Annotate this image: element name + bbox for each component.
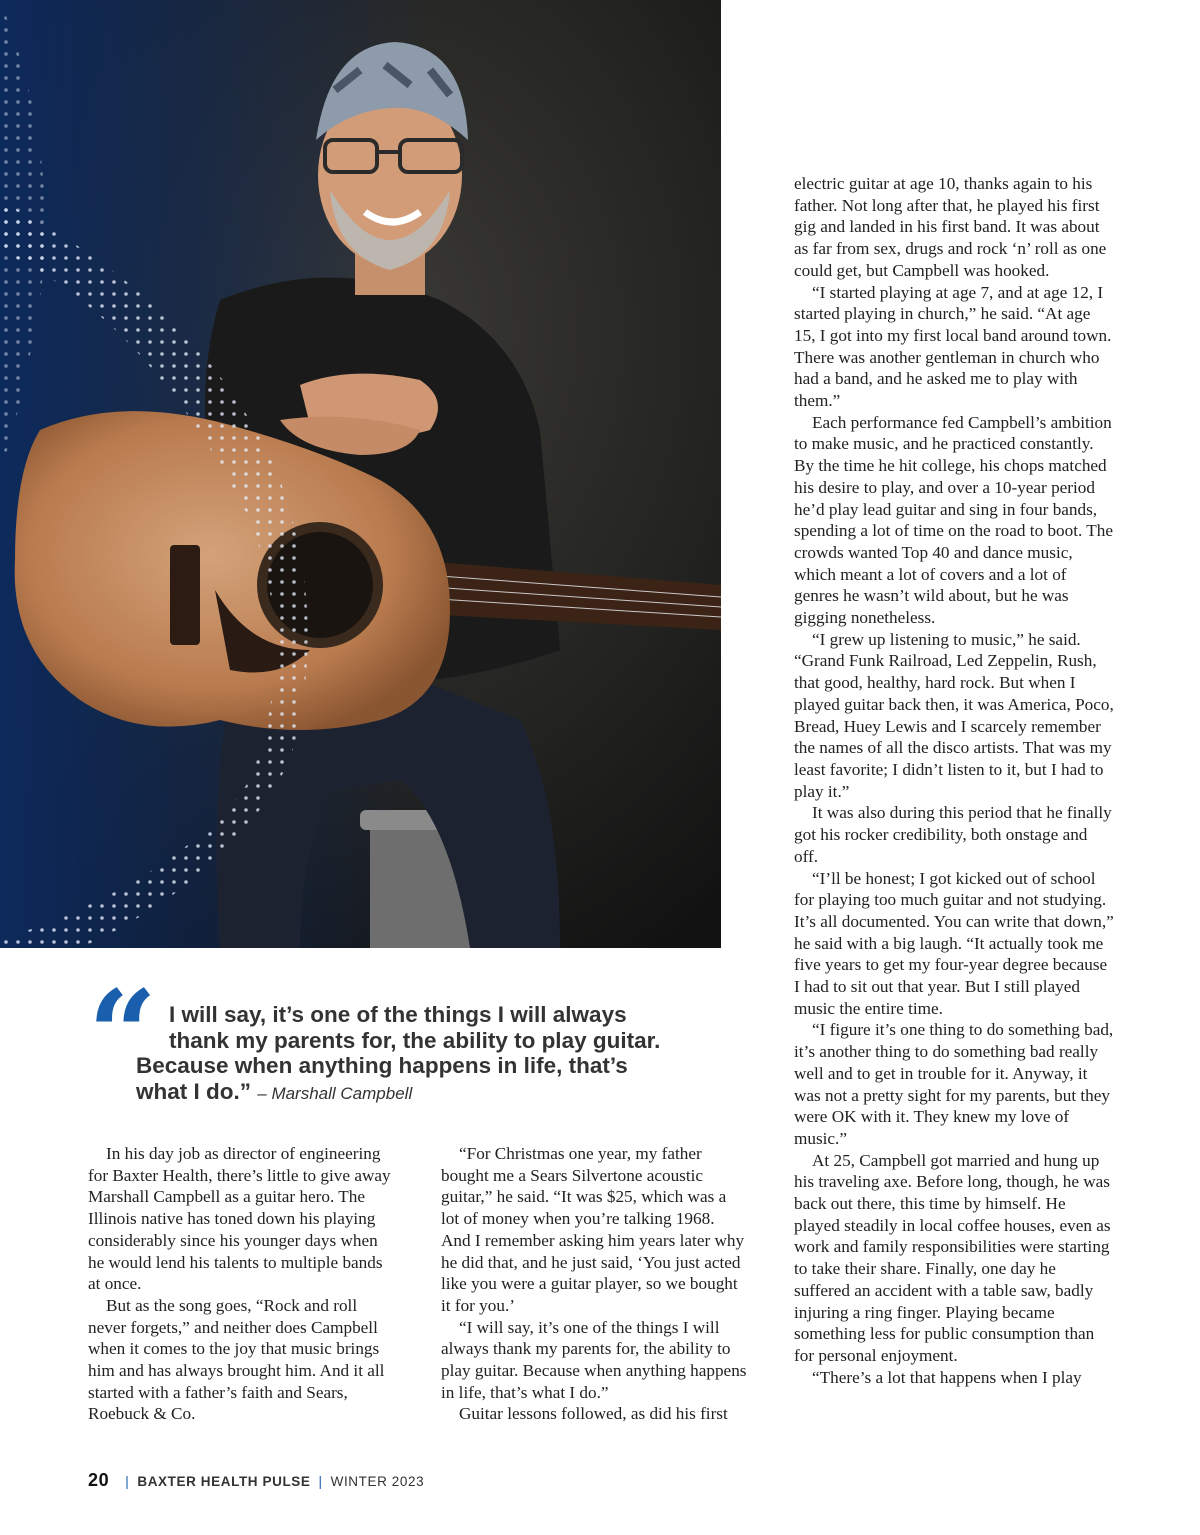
portrait-photo (0, 0, 721, 948)
paragraph: electric guitar at age 10, thanks again to his father. Not long after that, he played his first gig and landed in his first band. It was about as far from sex, drugs and rock ‘n’ roll as one could get, but Campbell was hooked. (794, 174, 1107, 280)
pull-quote-line-2: thank my parents for, the ability to play guitar. (169, 1027, 661, 1053)
paragraph: Each performance fed Campbell’s ambition to make music, and he practiced constantly. By the time he hit college, his chops matched his desire to play, and over a 10-year period he’d play lead guitar and sing in four bands, spending a lot of time on the road to boot. The crowds wanted Top 40 and dance music, which meant a lot of covers and a lot of genres he wasn’t wild about, but he was gigging nonetheless. (794, 412, 1114, 628)
article-column-1 (88, 1143, 394, 1425)
page-number: 20 (88, 1470, 110, 1490)
pull-quote-line-1: I will say, it’s one of the things I will always (169, 1002, 627, 1027)
paragraph: It was also during this period that he finally got his rocker credibility, both onstage and off. (794, 803, 1112, 866)
article-column-2 (441, 1143, 747, 1425)
paragraph: “There’s a lot that happens when I play (812, 1367, 1082, 1387)
paragraph: “I’ll be honest; I got kicked out of school for playing too much guitar and not studying. It’s all documented. You can write that down,” he said with a big laugh. “It actually took me five years to get my four-year degree because I had to sit out that year. But I still played music the entire time. (794, 868, 1114, 1018)
issue-date: WINTER 2023 (330, 1474, 425, 1489)
photo-illustration (0, 0, 721, 948)
article-column-3 (794, 173, 1114, 1388)
pull-quote-attribution: – Marshall Campbell (257, 1083, 413, 1103)
footer-divider: | (318, 1474, 323, 1489)
footer-divider: | (125, 1474, 130, 1489)
pull-quote-line-4: what I do.” (136, 1078, 251, 1104)
paragraph: At 25, Campbell got married and hung up his traveling axe. Before long, though, he was back out there, this time by himself. He played steadily in local coffee houses, even as work and family responsibilities were starting to take their share. Finally, one day he suffered an accident with a table saw, badly injuring a ring finger. Playing became something less for public consumption than for personal enjoyment. (794, 1150, 1111, 1365)
quote-mark-icon: “ (88, 964, 158, 1105)
paragraph: “I grew up listening to music,” he said. “Grand Funk Railroad, Led Zeppelin, Rush, that good, healthy, hard rock. But when I played guitar back then, it was America, Poco, Bread, Huey Lewis and I scarcely remember the names of all the disco artists. That was my least favorite; I didn’t listen to it, but I had to play it.” (794, 629, 1114, 801)
page-footer (88, 1470, 424, 1491)
paragraph: In his day job as director of engineering for Baxter Health, there’s little to give away Marshall Campbell as a guitar hero. The Illinois native has toned down his playing considerably since his younger days when he would lend his talents to multiple bands at once. (88, 1144, 391, 1294)
paragraph: “I figure it’s one thing to do something bad, it’s another thing to do something bad really well and to get in trouble for it. Anyway, it was not a pretty sight for my parents, but they were OK with it. They knew my love of music.” (794, 1020, 1114, 1148)
pull-quote-line-3: Because when anything happens in life, that’s (136, 1053, 628, 1078)
paragraph: “I will say, it’s one of the things I will always thank my parents for, the ability to play guitar. Because when anything happens in life, that’s what I do.” (441, 1317, 747, 1402)
paragraph: But as the song goes, “Rock and roll never forgets,” and neither does Campbell when it comes to the joy that music brings him and has always brought him. And it all started with a father’s faith and Sears, Roebuck & Co. (88, 1295, 385, 1424)
paragraph: Guitar lessons followed, as did his first (459, 1404, 728, 1424)
paragraph: “I started playing at age 7, and at age 12, I started playing in church,” he said. “At age 15, I got into my first local band around town. There was another gentleman in church who had a band, and he asked me to play with them.” (794, 282, 1112, 411)
paragraph: “For Christmas one year, my father bought me a Sears Silvertone acoustic guitar,” he said. “It was $25, which was a lot of money when you’re talking 1968. And I remember asking him years later why he did that, and he just said, ‘You just acted like you were a guitar player, so we bought it for you.’ (441, 1144, 745, 1315)
pull-quote-text (136, 1002, 736, 1106)
publication-name: BAXTER HEALTH PULSE (137, 1474, 311, 1489)
